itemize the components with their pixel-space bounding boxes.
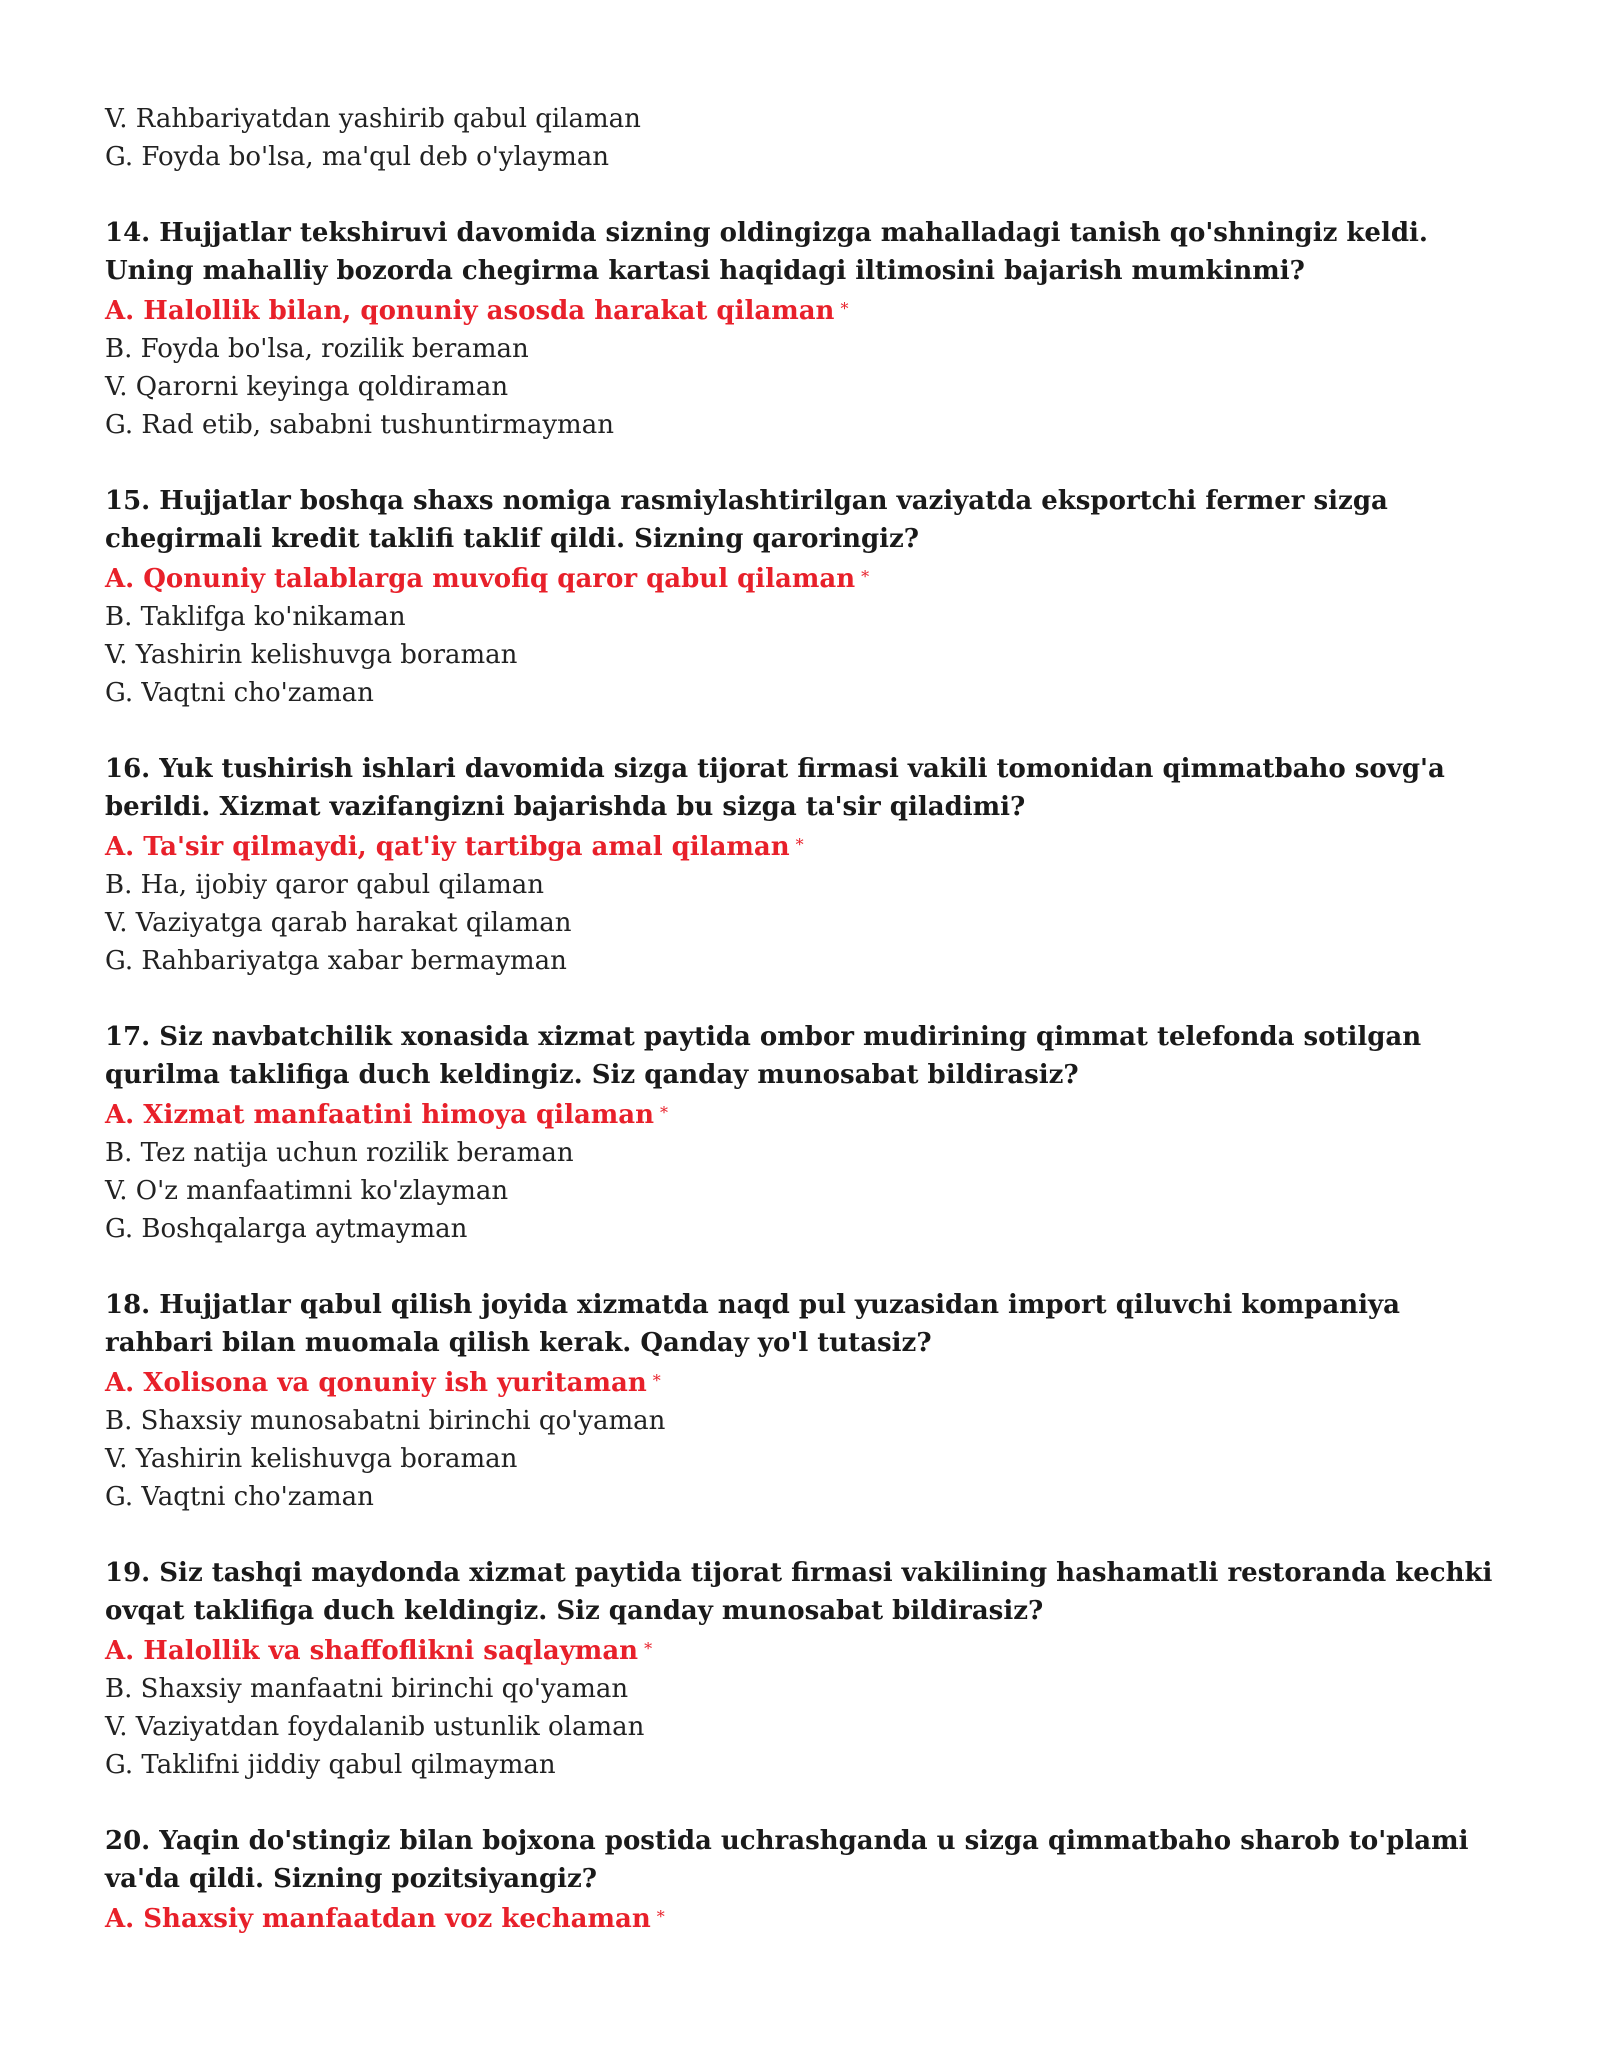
correct-answer	[105, 560, 1505, 598]
option-g: G. Rahbariyatga xabar bermayman	[105, 946, 567, 976]
option-g: G. Vaqtni cho'zaman	[105, 1482, 374, 1512]
question-text: 18. Hujjatlar qabul qilish joyida xizmatda naqd pul yuzasidan import qiluvchi kompaniya rahbari bilan muomala qilish kerak. Qanday yo'l tutasiz?	[105, 1290, 1400, 1358]
correct-answer-text: A. Halollik va shaffoflikni saqlayman	[105, 1636, 639, 1666]
correct-marker: *	[660, 1103, 669, 1122]
correct-answer-text: A. Ta'sir qilmaydi, qat'iy tartibga amal qilaman	[105, 832, 790, 862]
option-g: G. Taklifni jiddiy qabul qilmayman	[105, 1750, 556, 1780]
correct-answer-text: A. Qonuniy talablarga muvofiq qaror qabul qilaman	[105, 564, 856, 594]
question-text: 17. Siz navbatchilik xonasida xizmat paytida ombor mudirining qimmat telefonda sotilgan qurilma taklifiga duch keldingiz. Siz qanday munosabat bildirasiz?	[105, 1022, 1422, 1090]
question-block	[105, 1018, 1505, 1248]
question-block	[105, 1286, 1505, 1516]
correct-marker: *	[861, 567, 870, 586]
question-text: 20. Yaqin do'stingiz bilan bojxona postida uchrashganda u sizga qimmatbaho sharob to'plami va'da qildi. Sizning pozitsiyangiz?	[105, 1826, 1469, 1894]
correct-marker: *	[644, 1639, 653, 1658]
correct-answer	[105, 1096, 1505, 1134]
option-v: V. Vaziyatdan foydalanib ustunlik olaman	[105, 1712, 645, 1742]
option-v: V. Qarorni keyinga qoldiraman	[105, 372, 509, 402]
option-b: B. Shaxsiy manfaatni birinchi qo'yaman	[105, 1674, 629, 1704]
question-text: 19. Siz tashqi maydonda xizmat paytida tijorat firmasi vakilining hashamatli restoranda kechki ovqat taklifiga duch keldingiz. Siz qanday munosabat bildirasiz?	[105, 1558, 1493, 1626]
option-b: B. Taklifga ko'nikaman	[105, 602, 406, 632]
correct-answer	[105, 1900, 1505, 1938]
correct-answer-text: A. Xizmat manfaatini himoya qilaman	[105, 1100, 655, 1130]
question-text: 15. Hujjatlar boshqa shaxs nomiga rasmiylashtirilgan vaziyatda eksportchi fermer sizga chegirmali kredit taklifi taklif qildi. Sizning qaroringiz?	[105, 486, 1388, 554]
correct-answer	[105, 292, 1505, 330]
correct-marker: *	[656, 1907, 665, 1926]
option-v: V. Yashirin kelishuvga boraman	[105, 1444, 518, 1474]
option-g: G. Rad etib, sababni tushuntirmayman	[105, 410, 614, 440]
correct-marker: *	[795, 835, 804, 854]
question-block	[105, 1554, 1505, 1784]
correct-marker: *	[840, 299, 849, 318]
question-block	[105, 214, 1505, 444]
option-b: B. Shaxsiy munosabatni birinchi qo'yaman	[105, 1406, 666, 1436]
option-b: B. Ha, ijobiy qaror qabul qilaman	[105, 870, 544, 900]
option-v: V. Rahbariyatdan yashirib qabul qilaman	[105, 104, 641, 134]
question-block	[105, 750, 1505, 980]
correct-marker: *	[652, 1371, 661, 1390]
option-g: G. Vaqtni cho'zaman	[105, 678, 374, 708]
option-g: G. Foyda bo'lsa, ma'qul deb o'ylayman	[105, 142, 609, 172]
correct-answer	[105, 1632, 1505, 1670]
correct-answer	[105, 1364, 1505, 1402]
correct-answer-text: A. Shaxsiy manfaatdan voz kechaman	[105, 1904, 651, 1934]
question-block	[105, 1822, 1505, 1938]
correct-answer	[105, 828, 1505, 866]
question-text: 16. Yuk tushirish ishlari davomida sizga tijorat firmasi vakili tomonidan qimmatbaho sovg'a berildi. Xizmat vazifangizni bajarishda bu sizga ta'sir qiladimi?	[105, 754, 1445, 822]
option-g: G. Boshqalarga aytmayman	[105, 1214, 468, 1244]
question-block	[105, 482, 1505, 712]
option-b: B. Foyda bo'lsa, rozilik beraman	[105, 334, 529, 364]
option-v: V. Vaziyatga qarab harakat qilaman	[105, 908, 572, 938]
correct-answer-text: A. Xolisona va qonuniy ish yuritaman	[105, 1368, 647, 1398]
correct-answer-text: A. Halollik bilan, qonuniy asosda harakat qilaman	[105, 296, 835, 326]
option-b: B. Tez natija uchun rozilik beraman	[105, 1138, 574, 1168]
quiz-page	[105, 100, 1505, 1938]
option-v: V. Yashirin kelishuvga boraman	[105, 640, 518, 670]
option-v: V. O'z manfaatimni ko'zlayman	[105, 1176, 509, 1206]
question-text: 14. Hujjatlar tekshiruvi davomida sizning oldingizga mahalladagi tanish qo'shningiz keldi. Uning mahalliy bozorda chegirma kartasi haqidagi iltimosini bajarish mumkinmi?	[105, 218, 1428, 286]
